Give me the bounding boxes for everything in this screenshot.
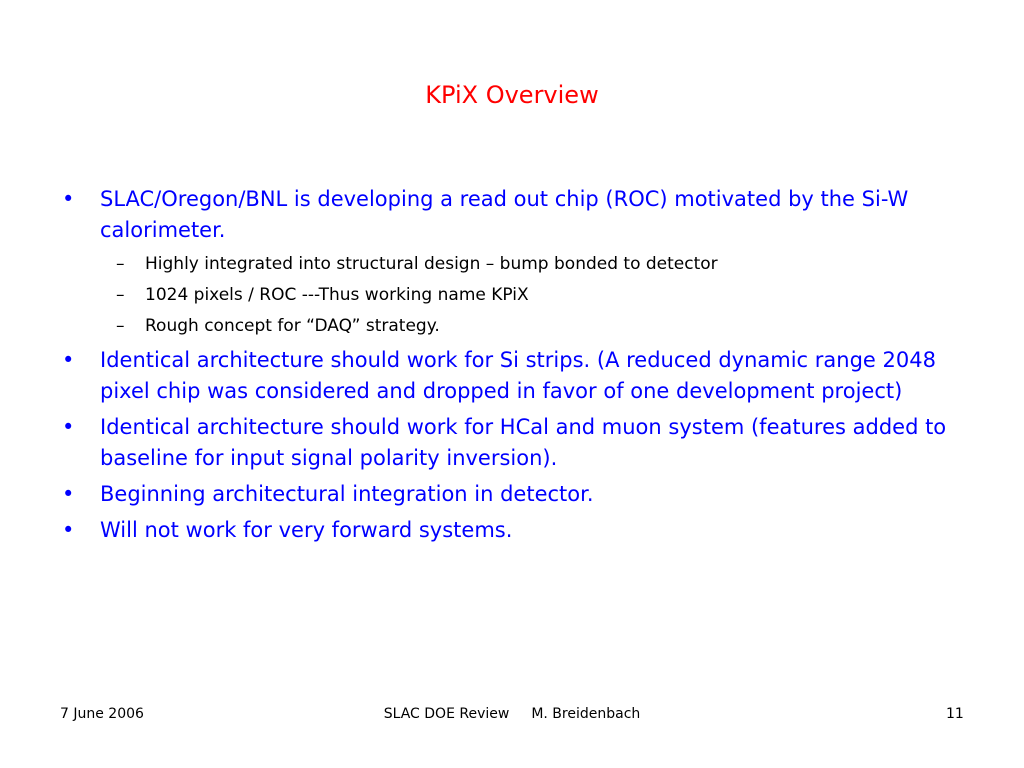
bullet-item bbox=[60, 345, 980, 407]
bullet-marker: • bbox=[62, 187, 75, 211]
bullet-marker: • bbox=[62, 348, 75, 372]
footer-center bbox=[0, 703, 1024, 725]
sub-bullet-marker: – bbox=[116, 285, 125, 305]
bullet-marker: • bbox=[62, 482, 75, 506]
sub-bullet-text: 1024 pixels / ROC ---Thus working name KPiX bbox=[145, 285, 529, 305]
sub-bullet-item bbox=[60, 251, 980, 278]
sub-bullet-marker: – bbox=[116, 316, 125, 336]
footer-author: M. Breidenbach bbox=[531, 706, 641, 722]
bullet-text: Identical architecture should work for HCal and muon system (features added to baseline for input signal polarity inversion). bbox=[100, 415, 947, 470]
slide-body bbox=[60, 184, 980, 551]
bullet-text: SLAC/Oregon/BNL is developing a read out chip (ROC) motivated by the Si-W calorimeter. bbox=[100, 187, 909, 242]
bullet-item bbox=[60, 412, 980, 474]
sub-bullet-item bbox=[60, 313, 980, 340]
sub-bullet-list bbox=[60, 251, 980, 340]
bullet-marker: • bbox=[62, 518, 75, 542]
sub-bullet-marker: – bbox=[116, 254, 125, 274]
bullet-item bbox=[60, 479, 980, 510]
bullet-text: Will not work for very forward systems. bbox=[100, 518, 513, 542]
bullet-marker: • bbox=[62, 415, 75, 439]
slide-title: KPiX Overview bbox=[425, 81, 599, 109]
bullet-item bbox=[60, 515, 980, 546]
sub-bullet-text: Rough concept for “DAQ” strategy. bbox=[145, 316, 440, 336]
bullet-text: Beginning architectural integration in detector. bbox=[100, 482, 594, 506]
bullet-item bbox=[60, 184, 980, 246]
footer-date: 7 June 2006 bbox=[60, 706, 144, 722]
slide-page-number: 11 bbox=[946, 706, 964, 722]
bullet-text: Identical architecture should work for Si strips. (A reduced dynamic range 2048 pixel chip was considered and dropped in favor of one development project) bbox=[100, 348, 936, 403]
sub-bullet-item bbox=[60, 282, 980, 309]
footer-event: SLAC DOE Review bbox=[383, 706, 510, 722]
sub-bullet-text: Highly integrated into structural design – bump bonded to detector bbox=[145, 254, 718, 274]
